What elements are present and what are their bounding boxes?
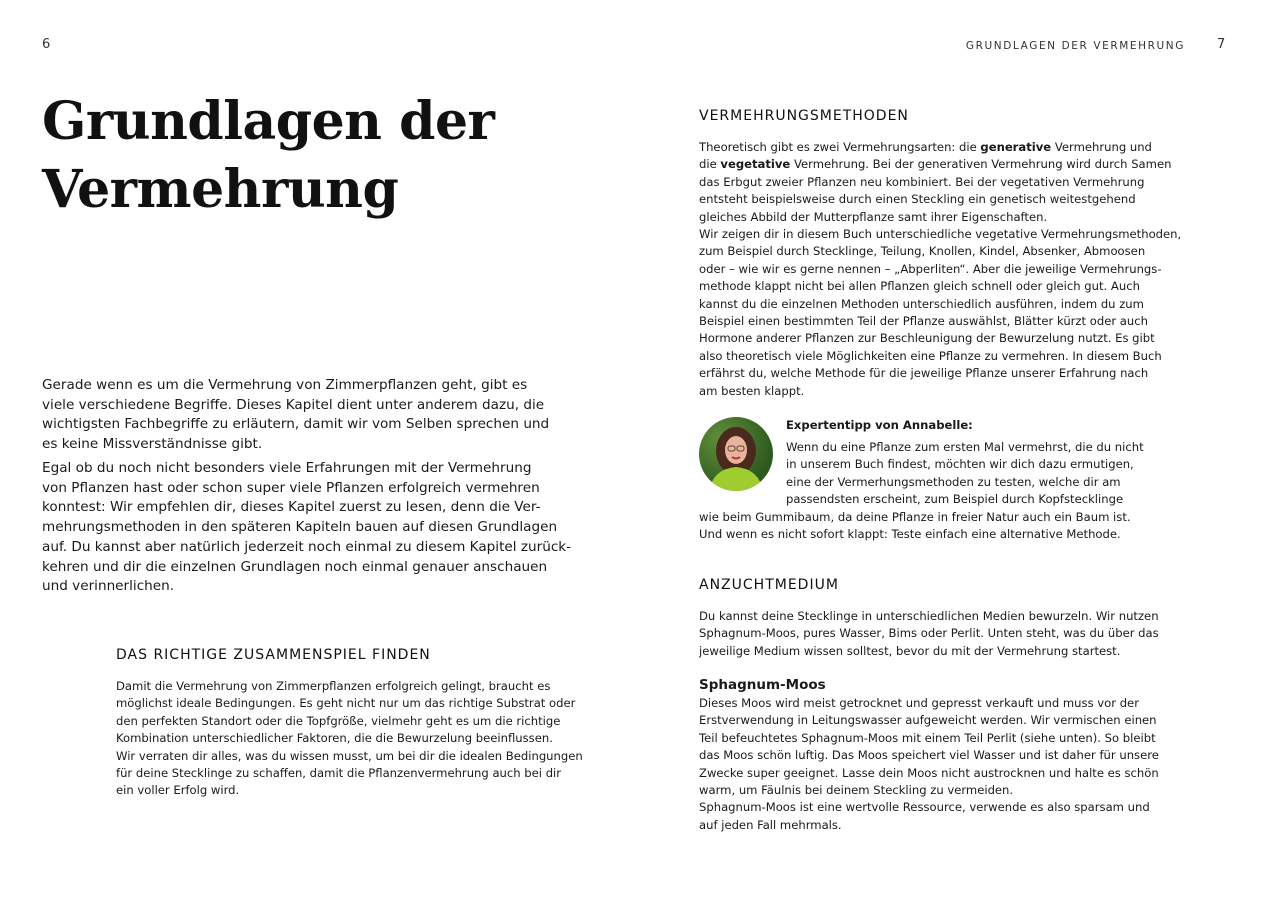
text-line: mehrungsmethoden in den späteren Kapiteln bauen auf diesen Grundlagen — [42, 519, 558, 536]
text-line — [699, 156, 1181, 173]
text-line: oder – wie wir es gerne nennen – „Abperliten“. Aber die jeweilige Vermehrungs- — [699, 261, 1162, 276]
tip-text-indented — [786, 439, 1144, 509]
text-line: wie beim Gummibaum, da deine Pflanze in freier Natur auch ein Baum ist. — [699, 510, 1131, 524]
text-line: erfährst du, welche Methode für die jeweilige Pflanze unserer Erfahrung nach — [699, 366, 1149, 381]
bold-term: generative — [980, 140, 1052, 154]
page-number-right: 7 — [1217, 37, 1226, 52]
text-segment: Vermehrung und — [1051, 140, 1152, 154]
text-line: Wir zeigen dir in diesem Buch unterschiedliche vegetative Vermehrungsmethoden, — [699, 227, 1182, 242]
running-head: GRUNDLAGEN DER VERMEHRUNG — [965, 40, 1185, 52]
text-line: jeweilige Medium wissen solltest, bevor du mit der Vermehrung startest. — [699, 643, 1121, 658]
text-line: auf. Du kannst aber natürlich jederzeit noch einmal zu diesem Kapitel zurück- — [42, 538, 572, 555]
text-line: ein voller Erfolg wird. — [116, 783, 240, 798]
text-line: zum Beispiel durch Stecklinge, Teilung, Knollen, Kindel, Absenker, Abmoosen — [699, 244, 1146, 259]
text-line: Zwecke super geeignet. Lasse dein Moos nicht austrocknen und halte es schön — [699, 765, 1159, 780]
text-line: viele verschiedene Begriffe. Dieses Kapitel dient unter anderem dazu, die — [42, 396, 545, 413]
text-line: warm, um Fäulnis bei deinem Steckling zu vermeiden. — [699, 783, 1014, 798]
text-line: methode klappt nicht bei allen Pflanzen gleich schnell oder gleich gut. Auch — [699, 279, 1140, 294]
text-line: den perfekten Standort oder die Topfgröße, vielmehr geht es um die richtige — [116, 713, 561, 728]
text-line: also theoretisch viele Möglichkeiten eine Pflanze zu vermehren. In diesem Buch — [699, 348, 1162, 363]
text-segment: Vermehrung. Bei der generativen Vermehrung wird durch Samen — [790, 157, 1172, 172]
text-line: und verinnerlichen. — [42, 578, 175, 595]
text-line: wichtigsten Fachbegriffe zu erläutern, damit wir vom Selben sprechen und — [42, 416, 550, 433]
medium-text — [699, 608, 1159, 660]
text-line: möglichst ideale Bedingungen. Es geht nicht nur um das richtige Substrat oder — [116, 696, 576, 711]
methods-text — [699, 139, 1181, 400]
text-line: Du kannst deine Stecklinge in unterschiedlichen Medien bewurzeln. Wir nutzen — [699, 609, 1159, 623]
section-text — [116, 678, 583, 800]
text-line: für deine Stecklinge zu schaffen, damit die Pflanzenvermehrung auch bei dir — [116, 766, 562, 781]
text-line: kannst du die einzelnen Methoden unterschiedlich ausführen, indem du zum — [699, 296, 1144, 311]
text-line: Wir verraten dir alles, was du wissen musst, um bei dir die idealen Bedingungen — [116, 748, 583, 763]
text-line: Beispiel einen bestimmten Teil der Pflanze auswählst, Blätter kürzt oder auch — [699, 314, 1148, 329]
text-segment: die — [699, 157, 721, 172]
tip-text-full — [699, 509, 1131, 544]
text-line: Teil befeuchtetes Sphagnum-Moos mit einem Teil Perlit (siehe unten). So bleibt — [699, 730, 1156, 745]
chapter-title-line: Grundlagen der — [42, 91, 495, 152]
text-line: konntest: Wir empfehlen dir, dieses Kapitel zuerst zu lesen, denn die Ver- — [42, 499, 541, 516]
chapter-title — [42, 88, 494, 224]
text-line: auf jeden Fall mehrmals. — [699, 817, 842, 832]
text-line: Hormone anderer Pflanzen zur Beschleunigung der Bewurzelung nutzt. Es gibt — [699, 331, 1155, 346]
text-line: Wenn du eine Pflanze zum ersten Mal vermehrst, die du nicht — [786, 440, 1144, 454]
text-line: gleiches Abbild der Mutterpflanze samt ihrer Eigenschaften. — [699, 209, 1048, 224]
text-line: Sphagnum-Moos ist eine wertvolle Ressource, verwende es also sparsam und — [699, 800, 1150, 815]
text-line: Dieses Moos wird meist getrocknet und gepresst verkauft und muss vor der — [699, 696, 1139, 710]
medium-heading: ANZUCHTMEDIUM — [699, 577, 839, 593]
text-line: am besten klappt. — [699, 383, 805, 398]
intro-paragraph-1 — [42, 376, 549, 455]
text-line: Sphagnum-Moos, pures Wasser, Bims oder Perlit. Unten steht, was du über das — [699, 626, 1159, 641]
text-line: Egal ob du noch nicht besonders viele Erfahrungen mit der Vermehrung — [42, 460, 532, 476]
text-line: eine der Vermerhungsmethoden zu testen, welche dir am — [786, 474, 1121, 489]
text-line: es keine Missverständnisse gibt. — [42, 436, 263, 453]
tip-title: Expertentipp von Annabelle: — [786, 418, 973, 432]
text-line: Gerade wenn es um die Vermehrung von Zimmerpflanzen geht, gibt es — [42, 377, 528, 393]
text-line: in unserem Buch findest, möchten wir dich dazu ermutigen, — [786, 457, 1134, 472]
chapter-title-line: Vermehrung — [42, 159, 399, 220]
section-heading: DAS RICHTIGE ZUSAMMENSPIEL FINDEN — [116, 647, 431, 663]
text-segment: Theoretisch gibt es zwei Vermehrungsarten: die — [699, 140, 981, 154]
text-line: kehren und dir die einzelnen Grundlagen noch einmal genauer anschauen — [42, 558, 548, 575]
intro-paragraph-2 — [42, 459, 571, 597]
text-line: von Pflanzen hast oder schon super viele Pflanzen erfolgreich vermehren — [42, 479, 540, 496]
bold-term: vegetative — [720, 157, 791, 172]
moss-heading: Sphagnum-Moos — [699, 677, 826, 693]
text-line — [699, 139, 1181, 156]
methods-heading: VERMEHRUNGSMETHODEN — [699, 108, 909, 124]
text-line: Erstverwendung in Leitungswasser aufgeweicht werden. Wir vermischen einen — [699, 713, 1157, 728]
text-line: Und wenn es nicht sofort klappt: Teste einfach eine alternative Methode. — [699, 527, 1121, 542]
moss-text — [699, 695, 1159, 834]
text-line: entsteht beispielsweise durch einen Steckling ein genetisch weitestgehend — [699, 192, 1136, 207]
text-line: das Erbgut zweier Pflanzen neu kombiniert. Bei der vegetativen Vermehrung — [699, 174, 1145, 189]
text-line: Kombination unterschiedlicher Faktoren, die die Bewurzelung beeinflussen. — [116, 731, 553, 746]
annabelle-avatar — [699, 417, 773, 491]
page-number-left: 6 — [42, 37, 51, 52]
text-line: das Moos schön luftig. Das Moos speichert viel Wasser und ist daher für unsere — [699, 748, 1159, 763]
text-line: passendsten erscheint, zum Beispiel durch Kopfstecklinge — [786, 492, 1124, 507]
text-line: Damit die Vermehrung von Zimmerpflanzen erfolgreich gelingt, braucht es — [116, 679, 551, 693]
